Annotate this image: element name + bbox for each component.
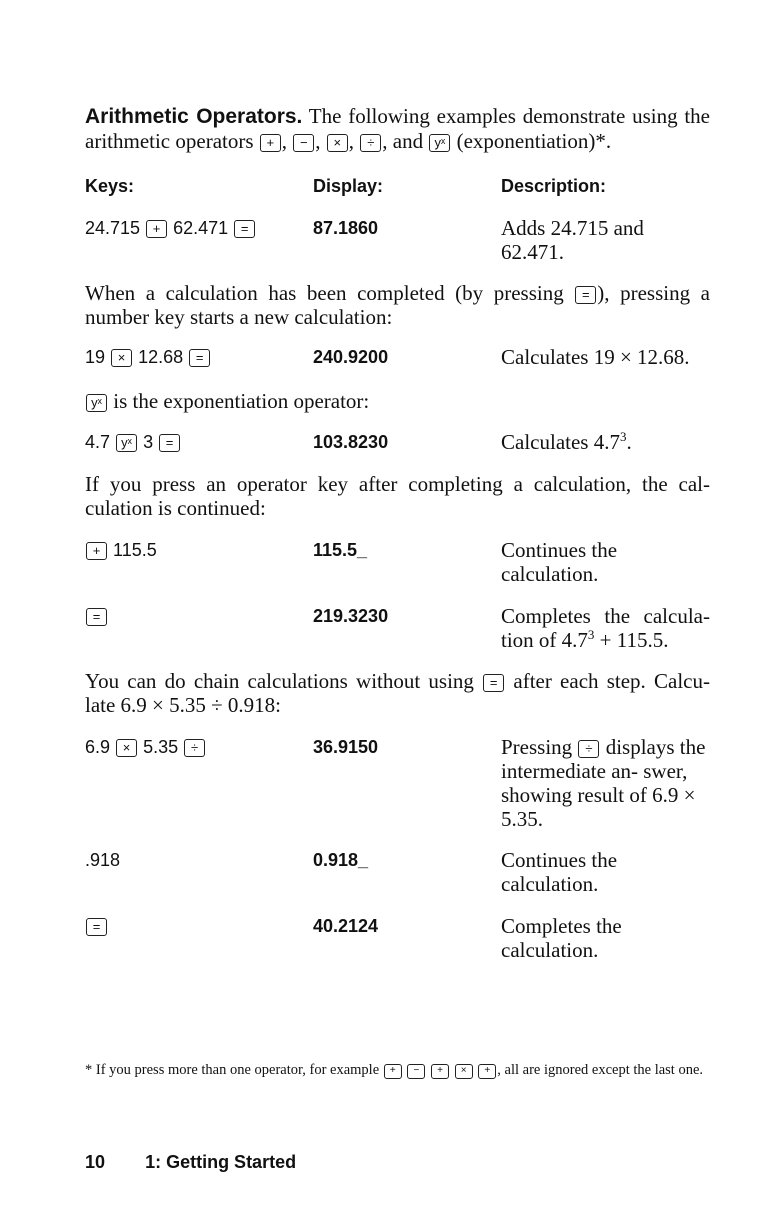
row-display: 87.1860 [313, 218, 379, 238]
row-keys-value: 24.715 [85, 218, 141, 238]
paragraph-text: When a calculation has been completed (by pressing [85, 281, 564, 305]
row-keys-value: .918 [85, 850, 121, 870]
paragraph-text: is the exponentiation operator: [113, 389, 370, 413]
minus-key: − [293, 134, 314, 152]
equals-key: = [159, 434, 180, 452]
row-description: Continues the calculation. [501, 848, 618, 896]
paragraph [85, 669, 710, 717]
row-keys [85, 735, 206, 759]
row-description: Completes the calculation. [501, 914, 622, 962]
intro-text-2: (exponentiation)*. [456, 129, 612, 153]
row-keys-value: 5.35 [143, 737, 179, 757]
row-keys [85, 538, 157, 562]
equals-key: = [189, 349, 210, 367]
divide-key: ÷ [578, 740, 599, 758]
plus-key: + [431, 1064, 449, 1079]
power-key: yˣ [116, 434, 137, 452]
plus-key: + [260, 134, 281, 152]
plus-key: + [384, 1064, 402, 1079]
chapter-title: 1: Getting Started [145, 1152, 297, 1172]
row-keys-value: 4.7 [85, 432, 111, 452]
times-key: × [111, 349, 132, 367]
row-description-sup: 3 [587, 627, 595, 642]
row-keys-value: 6.9 [85, 737, 111, 757]
paragraph [85, 281, 710, 329]
row-keys-value: 62.471 [173, 218, 229, 238]
row-keys [85, 430, 181, 454]
row-description-text: . [626, 430, 632, 454]
paragraph-text: You can do chain calculations without using [85, 669, 474, 693]
intro-text-1: The following examples demonstrate using the arithmetic operators [85, 104, 710, 153]
paragraph-text: ), pressing a number key starts a new calculation: [85, 281, 711, 329]
equals-key: = [86, 608, 107, 626]
section-heading: Arithmetic Operators. [85, 105, 303, 128]
paragraph-text: after each step. Calcu- late 6.9 × 5.35 ÷ 0.918: [85, 669, 710, 717]
row-description [501, 604, 710, 652]
row-description-text: displays the intermediate an- swer, showing result of 6.9 × 5.35. [501, 735, 706, 831]
row-keys [85, 345, 211, 369]
row-description [501, 430, 710, 454]
times-key: × [455, 1064, 473, 1079]
footnote-text: * If you press more than one operator, for example [85, 1062, 380, 1078]
row-keys [85, 604, 108, 628]
footnote-text: , all are ignored except the last one. [497, 1062, 704, 1078]
plus-key: + [478, 1064, 496, 1079]
row-keys [85, 914, 108, 938]
equals-key: = [86, 918, 107, 936]
row-display: 36.9150 [313, 737, 379, 757]
row-display: 40.2124 [313, 916, 379, 936]
divide-key: ÷ [184, 739, 205, 757]
row-description-text: Calculates 4.7 [501, 430, 620, 454]
paragraph: If you press an operator key after completing a calculation, the cal- culation is continued: [85, 472, 710, 520]
header-keys: Keys: [85, 176, 135, 196]
page-number: 10 [85, 1152, 106, 1172]
times-key: × [116, 739, 137, 757]
header-display: Display: [313, 176, 384, 196]
row-display: 103.8230 [313, 432, 389, 452]
row-display: 240.9200 [313, 347, 389, 367]
power-key: yˣ [429, 134, 450, 152]
page-footer [85, 1152, 296, 1173]
row-description: Adds 24.715 and 62.471. [501, 216, 644, 264]
row-keys [85, 848, 120, 872]
row-description: Continues the calculation. [501, 538, 618, 586]
row-description-text: Pressing [501, 735, 573, 759]
row-description-text: Completes the calcula- tion of 4.7 [501, 604, 710, 652]
row-keys-value: 115.5 [113, 540, 157, 560]
row-display: 115.5_ [313, 540, 368, 560]
row-description-sup: 3 [619, 429, 627, 444]
paragraph [85, 389, 710, 413]
row-keys-value: 12.68 [138, 347, 184, 367]
row-display: 0.918_ [313, 850, 369, 870]
intro-paragraph: Arithmetic Operators. The following examples demonstrate using the arithmetic operators + , − , × , ÷ , and yˣ (exponentiation)*. [85, 104, 710, 153]
equals-key: = [234, 220, 255, 238]
footnote [85, 1060, 710, 1080]
row-keys-value: 3 [143, 432, 154, 452]
row-description [501, 735, 710, 831]
plus-key: + [86, 542, 107, 560]
equals-key: = [575, 286, 596, 304]
equals-key: = [483, 674, 504, 692]
intro-and: and [392, 129, 424, 153]
divide-key: ÷ [360, 134, 381, 152]
plus-key: + [146, 220, 167, 238]
row-display: 219.3230 [313, 606, 389, 626]
row-description: Calculates 19 × 12.68. [501, 345, 690, 369]
header-description: Description: [501, 176, 607, 196]
minus-key: − [407, 1064, 425, 1079]
row-keys [85, 216, 256, 240]
times-key: × [327, 134, 348, 152]
power-key: yˣ [86, 394, 107, 412]
row-keys-value: 19 [85, 347, 106, 367]
row-description-text: + 115.5. [594, 628, 669, 652]
